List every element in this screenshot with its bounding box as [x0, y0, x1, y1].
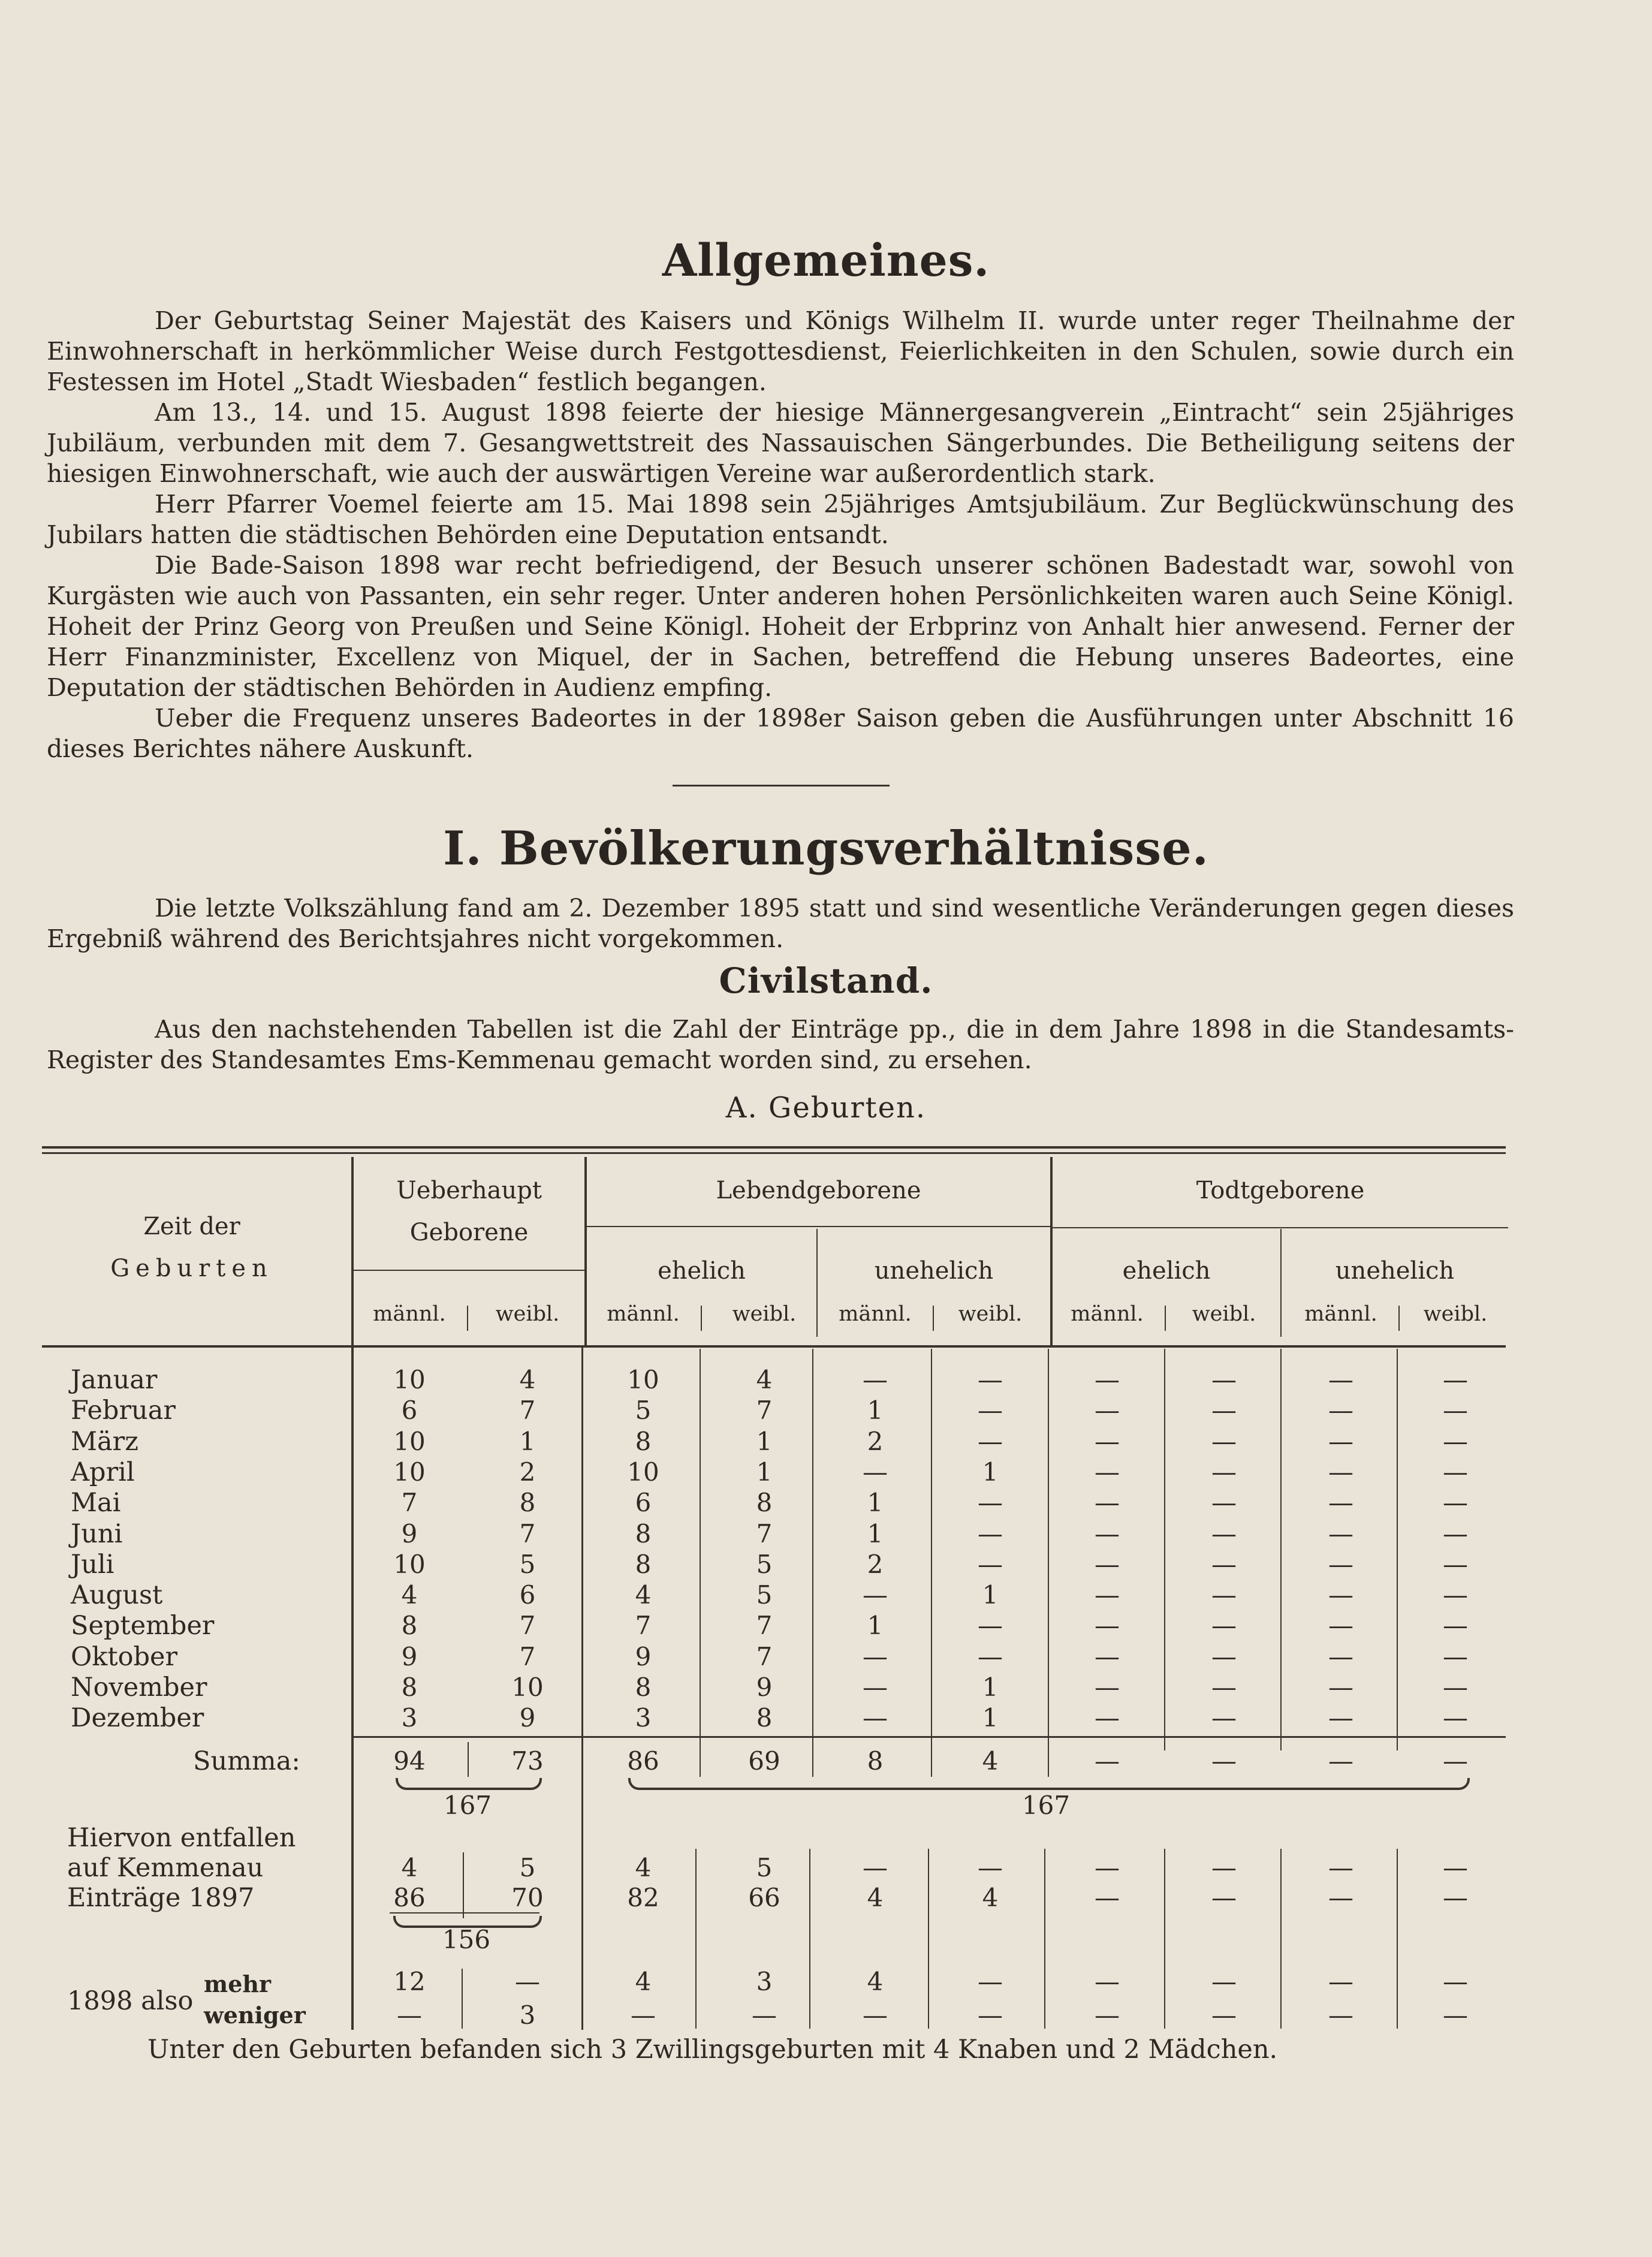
heading-allgemeines: Allgemeines.: [662, 235, 990, 287]
table-cell: —: [978, 1518, 1003, 1548]
summa-vline: [931, 1742, 932, 1777]
lower-vline: [1280, 1849, 1282, 2029]
table-cell: 3: [401, 1703, 418, 1733]
table-cell: —: [1211, 1488, 1237, 1518]
table-title: A. Geburten.: [725, 1091, 927, 1125]
table-cell: 9: [756, 1673, 773, 1702]
month-label-2: März: [71, 1426, 138, 1457]
table-cell: 4: [519, 1365, 536, 1394]
body-vline: [1048, 1349, 1049, 1750]
summa-cell: 8: [867, 1746, 884, 1776]
header-maennl: männl.: [1304, 1302, 1377, 1326]
mehr-cell: —: [1328, 1967, 1353, 1996]
table-cell: —: [1443, 1426, 1468, 1456]
table-cell: 10: [627, 1457, 659, 1487]
table-cell: —: [1328, 1611, 1353, 1641]
summa-cell: 94: [393, 1746, 426, 1776]
month-label-4: Mai: [71, 1488, 121, 1518]
table-cell: 2: [867, 1549, 884, 1579]
header-todt-ehelich: ehelich: [1122, 1257, 1211, 1285]
table-cell: —: [1328, 1549, 1353, 1579]
header-lebend-ehelich: ehelich: [658, 1257, 746, 1285]
table-cell: 8: [519, 1488, 536, 1518]
summa-vline: [1048, 1742, 1049, 1777]
weniger-cell: —: [1443, 2000, 1468, 2030]
table-cell: —: [978, 1641, 1003, 1671]
mehr-cell: —: [978, 1967, 1003, 1996]
table-cell: —: [1095, 1426, 1120, 1456]
table-cell: —: [1095, 1641, 1120, 1671]
table-cell: —: [1211, 1396, 1237, 1426]
table-cell: 5: [519, 1549, 536, 1579]
table-cell: —: [1095, 1396, 1120, 1426]
header-weibl: weibl.: [958, 1302, 1023, 1326]
summa-cell: —: [1328, 1746, 1353, 1776]
header-sub-divider: [701, 1306, 702, 1331]
weniger-cell: —: [1328, 2000, 1353, 2030]
brace-lebend: [628, 1778, 1470, 1790]
table-cell: —: [1443, 1396, 1468, 1426]
month-label-9: Oktober: [71, 1641, 178, 1672]
table-cell: 1: [756, 1457, 773, 1487]
paragraph-1: Der Geburtstag Seiner Majestät des Kaisers und Königs Wilhelm II. wurde unter reger Theilnahme der Einwohnerschaft in herkömmlicher Weise durch Festgottesdienst, Feierlichkeiten in den Schulen, sowie durch ein Festessen im Hotel „Stadt Wiesbaden“ festlich begangen.: [47, 306, 1514, 396]
hiervon-label-2: auf Kemmenau: [67, 1853, 264, 1883]
table-cell: 9: [635, 1641, 652, 1671]
table-cell: —: [1095, 1580, 1120, 1610]
month-label-6: Juli: [71, 1549, 114, 1580]
table-cell: —: [1095, 1457, 1120, 1487]
lower-vline: [1044, 1849, 1045, 2029]
table-cell: —: [1095, 1703, 1120, 1733]
kemmenau-cell: —: [1211, 1853, 1237, 1882]
mehr-cell: —: [1211, 1967, 1237, 1996]
summa-cell: —: [1443, 1746, 1468, 1776]
paragraph-3: Herr Pfarrer Voemel feierte am 15. Mai 1898 sein 25jähriges Amtsjubiläum. Zur Beglückwünschung des Jubilars hatten die städtischen Behörden eine Deputation entsandt.: [47, 490, 1514, 549]
header-ueberhaupt-1: Ueberhaupt: [396, 1177, 542, 1204]
table-cell: 8: [401, 1611, 418, 1641]
table-cell: 8: [401, 1673, 418, 1702]
summa-rule: [351, 1736, 1506, 1738]
table-cell: —: [863, 1365, 888, 1394]
table-cell: 7: [401, 1488, 418, 1518]
total-lebend: 167: [1021, 1791, 1071, 1820]
summa-label: Summa:: [193, 1746, 300, 1776]
table-cell: —: [1095, 1365, 1120, 1394]
table-cell: —: [1328, 1396, 1353, 1426]
table-cell: 6: [401, 1396, 418, 1426]
paragraph-5: Ueber die Frequenz unseres Badeortes in der 1898er Saison geben die Ausführungen unter Abschnitt 16 dieses Berichtes nähere Auskunft.: [47, 704, 1514, 763]
table-cell: 10: [393, 1365, 426, 1394]
table-cell: 9: [401, 1641, 418, 1671]
table-cell: —: [1211, 1518, 1237, 1548]
summa-cell: 4: [982, 1746, 999, 1776]
table-cell: —: [1095, 1673, 1120, 1702]
eintraege-cell: 86: [393, 1883, 426, 1912]
eintraege-cell: —: [1211, 1883, 1237, 1912]
weniger-cell: —: [863, 2000, 888, 2030]
month-label-8: September: [71, 1611, 215, 1641]
kemmenau-cell: —: [1095, 1853, 1120, 1882]
table-cell: —: [1211, 1457, 1237, 1487]
eintraege-cell: —: [1328, 1883, 1353, 1912]
body-vline: [1164, 1349, 1165, 1750]
mehr-cell: 3: [756, 1967, 773, 1996]
summa-cell: —: [1095, 1746, 1120, 1776]
summa-cell: 86: [627, 1746, 659, 1776]
body-vline-ueberhaupt: [351, 1348, 354, 2030]
table-cell: 1: [867, 1611, 884, 1641]
header-lebend-unehelich: unehelich: [874, 1257, 994, 1285]
table-cell: 1: [756, 1426, 773, 1456]
table-top-rule-2: [42, 1152, 1506, 1154]
table-cell: 9: [401, 1518, 418, 1548]
weniger-label: weniger: [204, 2002, 306, 2029]
table-cell: —: [978, 1611, 1003, 1641]
table-cell: —: [1211, 1611, 1237, 1641]
table-cell: —: [863, 1703, 888, 1733]
table-cell: 2: [867, 1426, 884, 1456]
table-cell: —: [1443, 1549, 1468, 1579]
kemmenau-cell: —: [1328, 1853, 1353, 1882]
weniger-cell: —: [1095, 2000, 1120, 2030]
brace-ueberhaupt: [396, 1778, 542, 1790]
header-maennl: männl.: [1071, 1302, 1144, 1326]
header-todt: Todtgeborene: [1196, 1177, 1365, 1204]
header-zeit-2: Geburten: [110, 1255, 273, 1282]
month-label-7: August: [71, 1580, 163, 1611]
eintraege-cell: 4: [982, 1883, 999, 1912]
paragraph-volkszaehlung: Die letzte Volkszählung fand am 2. Dezember 1895 statt und sind wesentliche Veränderungen gegen dieses Ergebniß während des Berichtsjahres nicht vorgekommen.: [47, 894, 1514, 953]
table-cell: 7: [519, 1396, 536, 1426]
table-cell: —: [1211, 1580, 1237, 1610]
table-cell: —: [1443, 1703, 1468, 1733]
heading-section: I. Bevölkerungsverhältnisse.: [443, 821, 1209, 876]
eintraege-cell: 70: [511, 1883, 544, 1912]
body-vline: [1280, 1349, 1282, 1750]
body-vline: [700, 1349, 701, 1750]
header-weibl: weibl.: [1192, 1302, 1256, 1326]
summa-vline: [700, 1742, 701, 1777]
table-cell: 7: [519, 1611, 536, 1641]
table-cell: —: [978, 1488, 1003, 1518]
kemmenau-cell: 4: [635, 1853, 652, 1882]
table-cell: 5: [635, 1396, 652, 1426]
table-cell: —: [1328, 1703, 1353, 1733]
table-cell: 2: [519, 1457, 536, 1487]
table-cell: —: [1095, 1488, 1120, 1518]
month-label-0: Januar: [71, 1365, 158, 1395]
eintraege-cell: 4: [867, 1883, 884, 1912]
table-cell: —: [1211, 1365, 1237, 1394]
table-cell: 7: [756, 1641, 773, 1671]
kemmenau-vline: [463, 1852, 464, 1918]
mehr-cell: 4: [635, 1967, 652, 1996]
table-cell: 8: [635, 1518, 652, 1548]
table-cell: 4: [756, 1365, 773, 1394]
table-cell: —: [1443, 1580, 1468, 1610]
table-cell: —: [1443, 1365, 1468, 1394]
month-label-3: April: [71, 1457, 135, 1487]
table-cell: —: [1443, 1488, 1468, 1518]
table-cell: 7: [635, 1611, 652, 1641]
paragraph-civilstand: Aus den nachstehenden Tabellen ist die Zahl der Einträge pp., die in dem Jahre 1898 in die Standesamts-Register des Standesamtes Ems-Kemmenau gemacht worden sind, zu ersehen.: [47, 1015, 1514, 1074]
month-label-1: Februar: [71, 1396, 176, 1426]
weniger-cell: —: [631, 2000, 656, 2030]
table-cell: 10: [393, 1549, 426, 1579]
table-cell: —: [863, 1673, 888, 1702]
header-subline-lebend: [587, 1226, 1050, 1227]
body-vline: [931, 1349, 932, 1750]
table-cell: —: [1328, 1673, 1353, 1702]
weniger-cell: —: [978, 2000, 1003, 2030]
weniger-cell: —: [397, 2000, 422, 2030]
month-label-11: Dezember: [71, 1703, 204, 1734]
table-cell: 10: [511, 1673, 544, 1702]
summa-vline: [812, 1742, 813, 1777]
eintraege-label: Einträge 1897: [67, 1883, 255, 1913]
month-label-10: November: [71, 1673, 207, 1702]
paragraph-4: Die Bade-Saison 1898 war recht befriedigend, der Besuch unserer schönen Badestadt war, sowohl von Kurgästen wie auch von Passanten, ein sehr reger. Unter anderen hohen Persönlichkeiten waren auch Seine Königl. Hoheit der Prinz Georg von Preußen und Seine Königl. Hoheit der Erbprinz von Anhalt hier anwesend. Ferner der Herr Finanzminister, Excellenz von Miquel, der in Sachen, betreffend die Hebung unseres Badeortes, eine Deputation der städtischen Behörden in Audienz empfing.: [47, 551, 1514, 702]
header-maennl: männl.: [839, 1302, 912, 1326]
eintraege-cell: 66: [748, 1883, 780, 1912]
table-cell: 5: [756, 1580, 773, 1610]
header-sub-divider: [467, 1306, 468, 1331]
table-cell: 1: [867, 1488, 884, 1518]
header-sub-divider: [933, 1306, 934, 1331]
mehr-cell: 12: [393, 1967, 426, 1996]
table-cell: —: [1211, 1549, 1237, 1579]
kemmenau-cell: 5: [756, 1853, 773, 1882]
mehr-label: mehr: [204, 1970, 272, 1997]
footnote: Unter den Geburten befanden sich 3 Zwillingsgeburten mit 4 Knaben und 2 Mädchen.: [147, 2035, 1278, 2065]
table-cell: —: [978, 1426, 1003, 1456]
eintraege-cell: 82: [627, 1883, 659, 1912]
table-cell: 7: [756, 1611, 773, 1641]
table-cell: 3: [635, 1703, 652, 1733]
table-cell: 7: [756, 1518, 773, 1548]
table-cell: —: [1443, 1457, 1468, 1487]
mehr-cell: —: [1443, 1967, 1468, 1996]
weniger-cell: —: [1211, 2000, 1237, 2030]
kemmenau-cell: —: [863, 1853, 888, 1882]
table-cell: —: [1328, 1365, 1353, 1394]
also-label: 1898 also: [67, 1986, 194, 2016]
table-cell: —: [863, 1641, 888, 1671]
table-cell: —: [1211, 1641, 1237, 1671]
lower-vline: [1397, 1849, 1398, 2029]
table-cell: —: [978, 1396, 1003, 1426]
table-cell: 8: [635, 1426, 652, 1456]
table-cell: 7: [519, 1641, 536, 1671]
header-lebend: Lebendgeborene: [716, 1177, 921, 1204]
table-cell: 6: [635, 1488, 652, 1518]
kemmenau-cell: —: [1443, 1853, 1468, 1882]
summa-cell: 69: [748, 1746, 780, 1776]
total-1897: 156: [442, 1925, 491, 1954]
header-todt-unehelich: unehelich: [1335, 1257, 1455, 1285]
weniger-cell: —: [752, 2000, 777, 2030]
table-cell: 7: [519, 1518, 536, 1548]
month-label-5: Juni: [71, 1518, 123, 1549]
kemmenau-cell: 4: [401, 1853, 418, 1882]
kemmenau-cell: 5: [519, 1853, 536, 1882]
table-cell: 6: [519, 1580, 536, 1610]
header-weibl: weibl.: [1423, 1302, 1488, 1326]
table-cell: 10: [393, 1457, 426, 1487]
header-sub-divider: [1398, 1306, 1400, 1331]
table-cell: —: [1328, 1580, 1353, 1610]
table-cell: 5: [756, 1549, 773, 1579]
table-cell: —: [1328, 1518, 1353, 1548]
hiervon-label-1: Hiervon entfallen: [67, 1823, 296, 1853]
table-cell: —: [1443, 1611, 1468, 1641]
mehr-cell: 4: [867, 1967, 884, 1996]
body-vline: [1397, 1349, 1398, 1750]
table-cell: 1: [867, 1518, 884, 1548]
total-ueberhaupt: 167: [443, 1791, 492, 1820]
header-subline-ueberhaupt: [354, 1270, 584, 1271]
table-cell: 8: [635, 1549, 652, 1579]
table-cell: 8: [635, 1673, 652, 1702]
summa-vline: [468, 1742, 469, 1777]
header-maennl: männl.: [607, 1302, 680, 1326]
heading-civilstand: Civilstand.: [719, 960, 933, 1001]
table-cell: —: [1443, 1518, 1468, 1548]
eintraege-cell: —: [1443, 1883, 1468, 1912]
table-cell: —: [1328, 1488, 1353, 1518]
header-ueberhaupt-2: Geborene: [409, 1219, 529, 1246]
header-subline-todt: [1053, 1227, 1508, 1228]
table-cell: 8: [756, 1703, 773, 1733]
paragraph-2: Am 13., 14. und 15. August 1898 feierte der hiesige Männergesangverein „Eintracht“ sein 25jähriges Jubiläum, verbunden mit dem 7. Gesangwettstreit des Nassauischen Sängerbundes. Die Betheiligung seitens der hiesigen Einwohnerschaft, wie auch der auswärtigen Vereine war außerordentlich stark.: [47, 398, 1514, 488]
table-cell: —: [1095, 1549, 1120, 1579]
table-cell: 1: [867, 1396, 884, 1426]
kemmenau-cell: —: [978, 1853, 1003, 1882]
table-cell: 1: [982, 1673, 999, 1702]
table-cell: —: [863, 1457, 888, 1487]
body-vline-lebend: [581, 1348, 583, 2030]
table-cell: —: [863, 1580, 888, 1610]
eintraege-underline: [390, 1912, 539, 1914]
table-cell: 10: [627, 1365, 659, 1394]
summa-cell: —: [1211, 1746, 1237, 1776]
table-cell: —: [978, 1365, 1003, 1394]
table-cell: —: [1095, 1611, 1120, 1641]
table-cell: 1: [519, 1426, 536, 1456]
eintraege-cell: —: [1095, 1883, 1120, 1912]
table-cell: —: [1211, 1703, 1237, 1733]
header-maennl: männl.: [373, 1302, 446, 1326]
table-cell: —: [1328, 1426, 1353, 1456]
table-cell: —: [1211, 1426, 1237, 1456]
table-cell: —: [978, 1549, 1003, 1579]
table-cell: 10: [393, 1426, 426, 1456]
header-sub-divider: [1165, 1306, 1166, 1331]
table-cell: —: [1328, 1457, 1353, 1487]
table-cell: 1: [982, 1703, 999, 1733]
table-cell: 8: [756, 1488, 773, 1518]
table-cell: 9: [519, 1703, 536, 1733]
table-cell: —: [1211, 1673, 1237, 1702]
header-weibl: weibl.: [495, 1302, 560, 1326]
header-zeit-1: Zeit der: [143, 1213, 240, 1240]
header-bottom-rule: [42, 1345, 1506, 1348]
mehr-cell: —: [1095, 1967, 1120, 1996]
table-top-rule-1: [42, 1146, 1506, 1149]
summa-cell: 73: [511, 1746, 544, 1776]
table-cell: —: [1443, 1641, 1468, 1671]
lower-vline: [1164, 1849, 1165, 2029]
also-vline: [462, 1969, 463, 2029]
table-cell: —: [1095, 1518, 1120, 1548]
table-cell: —: [1443, 1673, 1468, 1702]
table-cell: —: [1328, 1641, 1353, 1671]
table-cell: 7: [756, 1396, 773, 1426]
table-cell: 1: [982, 1457, 999, 1487]
table-cell: 4: [401, 1580, 418, 1610]
table-cell: 1: [982, 1580, 999, 1610]
mehr-cell: —: [515, 1967, 540, 1996]
table-cell: 4: [635, 1580, 652, 1610]
weniger-cell: 3: [519, 2000, 536, 2030]
header-weibl: weibl.: [732, 1302, 797, 1326]
